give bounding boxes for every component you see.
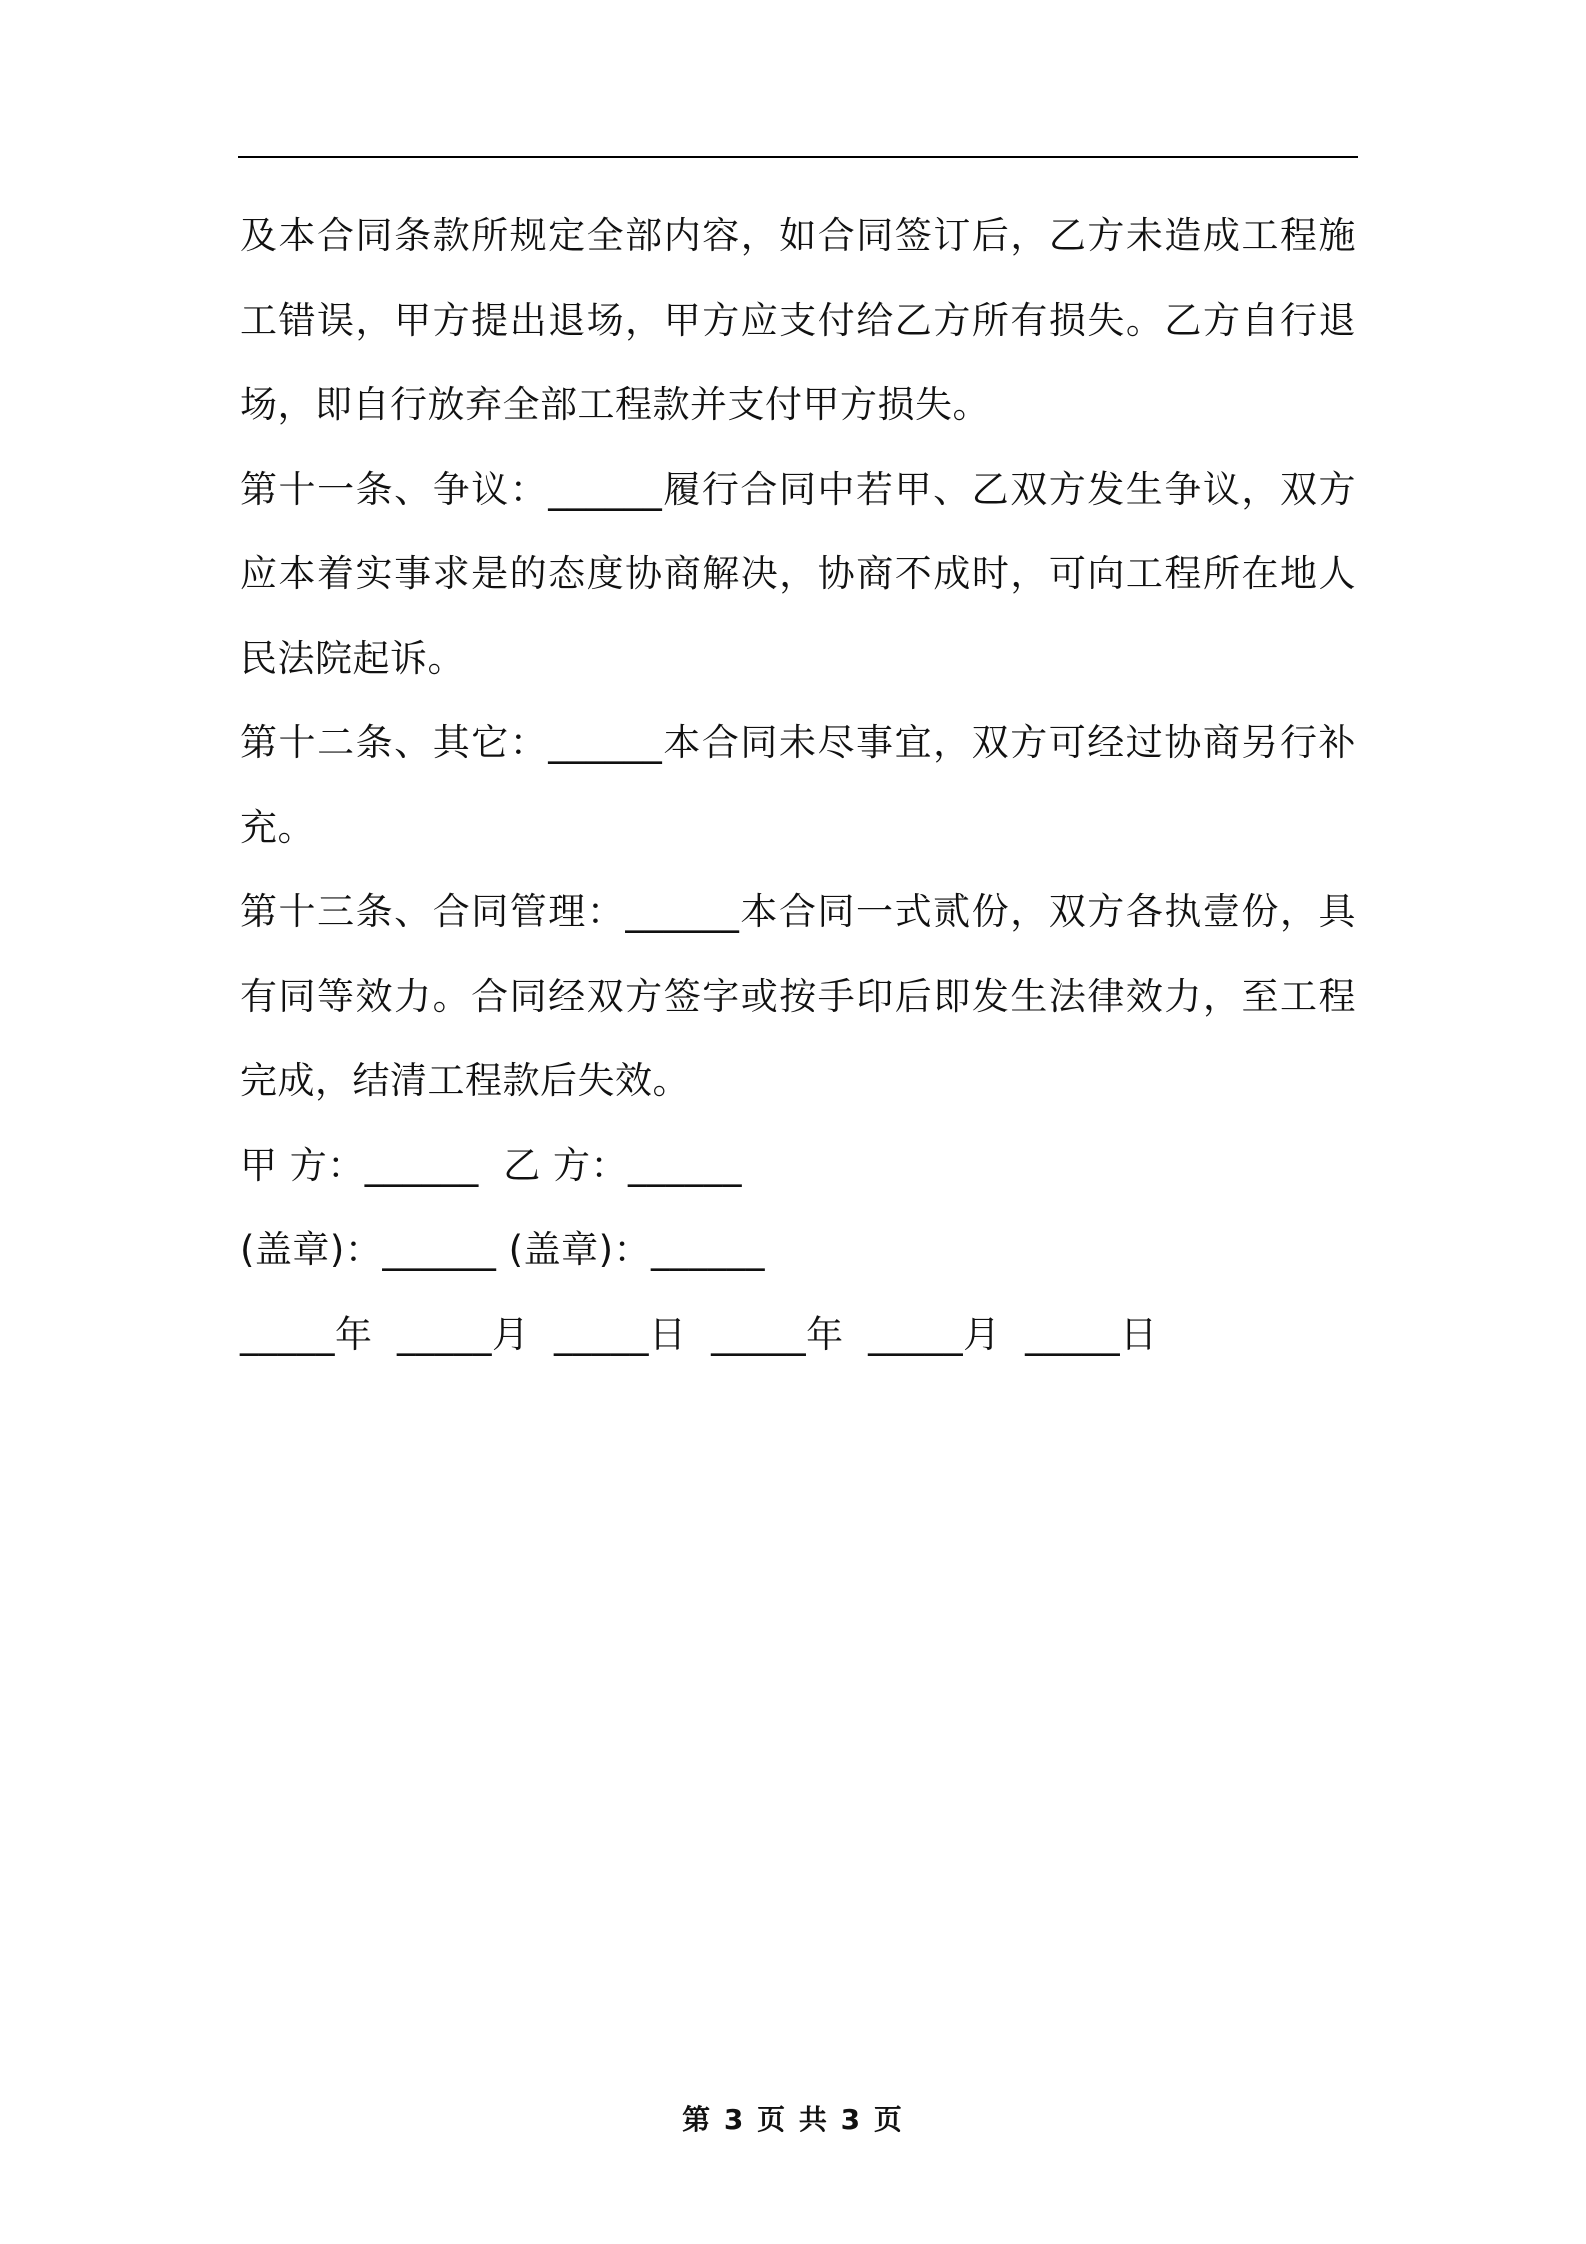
- header-rule: [238, 156, 1358, 158]
- paragraph-article-13-management: 第十三条、合同管理：______本合同一式贰份，双方各执壹份，具有同等效力。合同经双方签字或按手印后即发生法律效力，至工程完成，结清工程款后失效。: [240, 890, 1356, 1102]
- signature-parties-line: 甲 方：______ 乙 方：______: [240, 1143, 743, 1187]
- paragraph-article-11-dispute: 第十一条、争议：______履行合同中若甲、乙双方发生争议，双方应本着实事求是的态度协商解决，协商不成时，可向工程所在地人民法院起诉。: [240, 467, 1356, 680]
- signature-date-line: _____年 _____月 _____日 _____年 _____月 _____日: [240, 1312, 1158, 1356]
- page-number-footer: 第 3 页 共 3 页: [682, 2103, 904, 2136]
- signature-seal-line: (盖章)：______ (盖章)：______: [240, 1228, 766, 1271]
- paragraph-article-12-other: 第十二条、其它：______本合同未尽事宜，双方可经过协商另行补充。: [240, 721, 1356, 849]
- paragraph-continuation: 及本合同条款所规定全部内容，如合同签订后，乙方未造成工程施工错误，甲方提出退场，甲方应支付给乙方所有损失。乙方自行退场，即自行放弃全部工程款并支付甲方损失。: [240, 214, 1356, 426]
- document-body: [240, 194, 1356, 1377]
